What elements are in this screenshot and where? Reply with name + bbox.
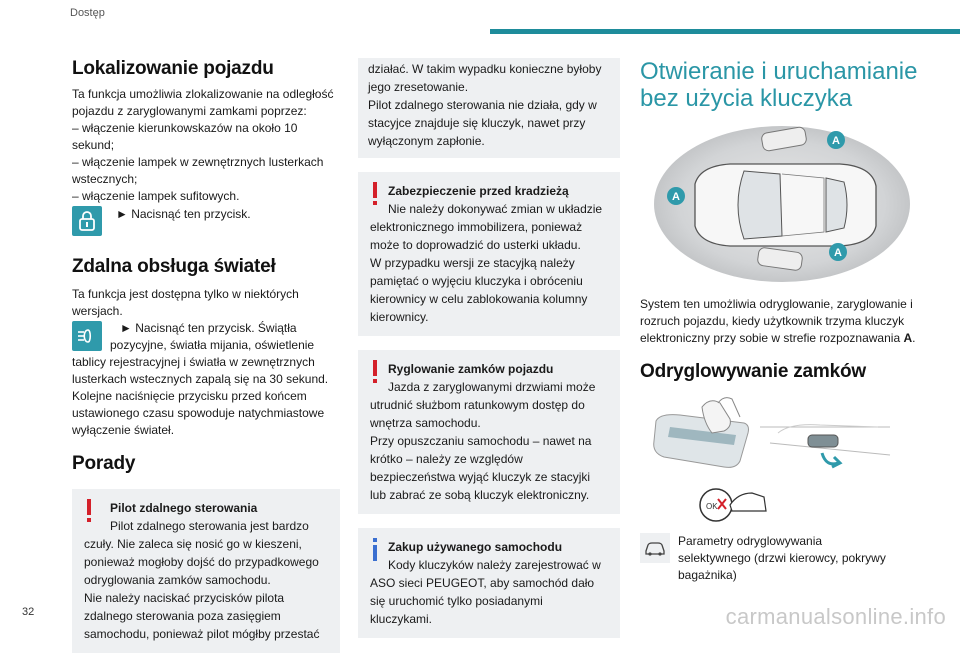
note-used-text: Kody kluczyków należy zarejestrować w ASO sieci PEUGEOT, aby samochód dało się uruchomić tylko posiadanymi kluczykami. xyxy=(370,558,601,626)
note-continued xyxy=(358,58,620,158)
lights-title: Zdalna obsługa świateł xyxy=(72,256,276,277)
locate-text: Ta funkcja umożliwia zlokalizowanie na odległość pojazdu z zaryglowanymi zamkami poprzez: – włączenie kierunkowskazów na około 10 sekund; – włączenie lampek w zewnętrznych lusterkach wstecznych; – włączenie lampek sufitowych. xyxy=(72,87,334,203)
lights-action-lead: ► Nacisnąć ten przycisk. Świątła xyxy=(120,321,297,335)
tips-title: Porady xyxy=(72,453,136,474)
headlight-icon xyxy=(72,321,102,351)
car-zone-illustration xyxy=(640,124,910,284)
selective-unlock-row xyxy=(640,533,930,584)
note-remote xyxy=(72,489,340,653)
lights-intro: Ta funkcja jest dostępna tylko w niektórych wersjach. xyxy=(72,287,299,318)
zone-label-bottom: A xyxy=(834,247,842,259)
lights-action-rest: pozycyjne, światła mijania, oświetlenie tablicy rejestracyjnej i światła w zewnętrznych lusterkach wstecznych zapalą się na 30 sekund. Kolejne naciśnięcie przycisku przed końcem ustawionego czasu spowoduje natychmiastowe wyłączenie świateł. xyxy=(72,338,329,437)
column-3 xyxy=(640,58,930,584)
column-2 xyxy=(358,58,620,638)
header-section-title: Dostęp xyxy=(70,7,105,19)
locate-action: ► Nacisnąć ten przycisk. xyxy=(116,207,251,221)
note-used-car xyxy=(358,528,620,638)
page-number: 32 xyxy=(22,606,35,618)
door-handle-illustration xyxy=(640,393,900,523)
note-theft-text: Nie należy dokonywać zmian w układzie elektronicznego immobilizera, ponieważ może to doprowadzić do usterki układu. W przypadku wersji ze stacyjką należy pamiętać o wyjęciu kluczyka i obróceniu kierownicy w celu zablokowania kolumny kierownicy. xyxy=(370,202,603,324)
watermark: carmanualsonline.info xyxy=(725,604,946,629)
zone-label-left: A xyxy=(672,191,680,203)
ok-label: OK xyxy=(706,502,718,511)
locate-title: Lokalizowanie pojazdu xyxy=(72,58,274,79)
note-remote-title: Pilot zdalnego sterowania xyxy=(110,501,258,515)
selective-unlock-text: Parametry odryglowywania selektywnego (drzwi kierowcy, pokrywy bagażnika) xyxy=(678,534,886,582)
keyless-desc-zone: A xyxy=(903,331,913,345)
warning-icon xyxy=(370,359,380,385)
note-remote-text: Pilot zdalnego sterowania jest bardzo czuły. Nie zaleca się nosić go w kieszeni, ponieważ mogłoby dojść do przypadkowego odryglowania zamków samochodu. Nie należy naciskać przycisków pilota zdalnego sterowania poza zasięgiem samochodu, ponieważ pilot mógłby przestać xyxy=(84,519,320,641)
warning-icon xyxy=(84,498,94,524)
info-icon xyxy=(370,537,380,563)
unlock-title: Odryglowywanie zamków xyxy=(640,361,866,382)
note-theft xyxy=(358,172,620,336)
keyless-desc xyxy=(640,296,930,347)
column-1 xyxy=(72,58,340,653)
note-used-title: Zakup używanego samochodu xyxy=(388,540,563,554)
lock-icon xyxy=(72,206,102,236)
zone-label-top: A xyxy=(832,135,840,147)
header-accent-bar xyxy=(490,29,960,34)
keyless-desc-end: . xyxy=(912,331,916,345)
note-continued-text: działać. W takim wypadku konieczne byłoby jego zresetowanie. Pilot zdalnego sterowania nie działa, gdy w stacyjce znajduje się kluczyk, nawet przy wyłączonym zapłonie. xyxy=(368,62,602,148)
note-locking xyxy=(358,350,620,514)
note-theft-title: Zabezpieczenie przed kradzieżą xyxy=(388,184,569,198)
keyless-desc-text: System ten umożliwia odryglowanie, zaryglowanie i rozruch pojazdu, kiedy użytkownik trzyma kluczyk elektroniczny przy sobie w strefie rozpoznawania xyxy=(640,297,913,345)
car-settings-icon xyxy=(640,533,670,563)
warning-icon xyxy=(370,181,380,207)
note-locking-title: Ryglowanie zamków pojazdu xyxy=(388,362,554,376)
keyless-title: Otwieranie i uruchamianie bez użycia kluczyka xyxy=(640,58,918,112)
lights-action-block xyxy=(72,320,340,439)
locate-action-row xyxy=(72,206,340,236)
note-locking-text: Jazda z zaryglowanymi drzwiami może utrudnić służbom ratunkowym dostęp do wnętrza samochodu. Przy opuszczaniu samochodu – nawet na krótko – należy ze względów bezpieczeństwa wyjąć kluczyk ze stacyjki lub zabrać ze sobą kluczyk elektroniczny. xyxy=(370,380,596,502)
